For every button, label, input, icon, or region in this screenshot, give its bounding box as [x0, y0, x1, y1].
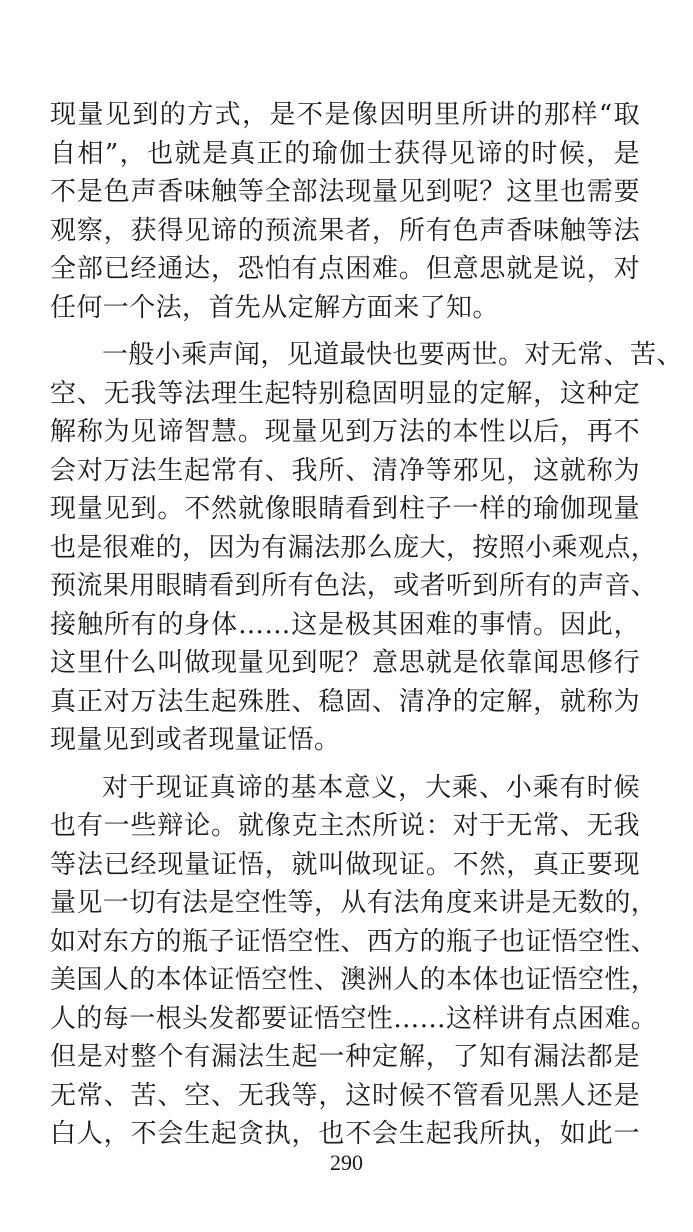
text-line: 真正对万法生起殊胜、稳固、清净的定解，就称为: [50, 686, 640, 717]
text-line: 这里什么叫做现量见到呢？意思就是依靠闻思修行: [50, 648, 640, 678]
text-line: 也有一些辩论。就像克主杰所说：对于无常、无我: [50, 811, 640, 841]
text-line: 无常、苦、空、无我等，这时候不管看见黑人还是: [50, 1080, 640, 1111]
text-line: 现量见到或者现量证悟。: [50, 725, 341, 755]
text-line: 自相”，也就是真正的瑜伽士获得见谛的时候，是: [50, 138, 640, 169]
text-line: 现量见到。不然就像眼睛看到柱子一样的瑜伽现量: [50, 494, 640, 524]
text-line: 如对东方的瓶子证悟空性、西方的瓶子也证悟空性、: [50, 926, 658, 957]
text-line: 会对万法生起常有、我所、清净等邪见，这就称为: [50, 455, 640, 486]
text-line: 人的每一根头发都要证悟空性……这样讲有点困难。: [50, 1003, 658, 1034]
text-line: 等法已经现量证悟，就叫做现证。不然，真正要现: [50, 849, 640, 880]
text-line: 观察，获得见谛的预流果者，所有色声香味触等法: [50, 215, 640, 246]
text-line: 不是色声香味触等全部法现量见到呢？这里也需要: [50, 177, 640, 207]
paragraph-3: [50, 769, 658, 1154]
text-line: 对于现证真谛的基本意义，大乘、小乘有时候: [102, 772, 640, 803]
text-line: 美国人的本体证悟空性、澳洲人的本体也证悟空性，: [50, 965, 658, 995]
text-line: 接触所有的身体……这是极其困难的事情。因此，: [50, 609, 640, 640]
text-line: 全部已经通达，恐怕有点困难。但意思就是说，对: [50, 254, 640, 284]
text-line: 白人，不会生起贪执，也不会生起我所执，如此一: [50, 1119, 640, 1149]
text-line: 任何一个法，首先从定解方面来了知。: [50, 292, 499, 323]
paragraph-2: [50, 336, 683, 760]
text-line: 量见一切有法是空性等，从有法角度来讲是无数的，: [50, 888, 658, 918]
text-line: 现量见到的方式，是不是像因明里所讲的那样“取: [50, 100, 640, 130]
text-line: 解称为见谛智慧。现量见到万法的本性以后，再不: [50, 417, 640, 447]
text-line: 一般小乘声闻，见道最快也要两世。对无常、苦、: [102, 340, 683, 370]
text-line: 但是对整个有漏法生起一种定解，了知有漏法都是: [50, 1042, 640, 1072]
text-line: 预流果用眼睛看到所有色法，或者听到所有的声音、: [50, 571, 658, 601]
text-line: 空、无我等法理生起特别稳固明显的定解，这种定: [50, 378, 640, 409]
paragraph-1: [50, 96, 640, 327]
body-text: [50, 96, 683, 1154]
text-line: 也是很难的，因为有漏法那么庞大，按照小乘观点，: [50, 532, 658, 563]
page-number: 290: [330, 1150, 363, 1175]
